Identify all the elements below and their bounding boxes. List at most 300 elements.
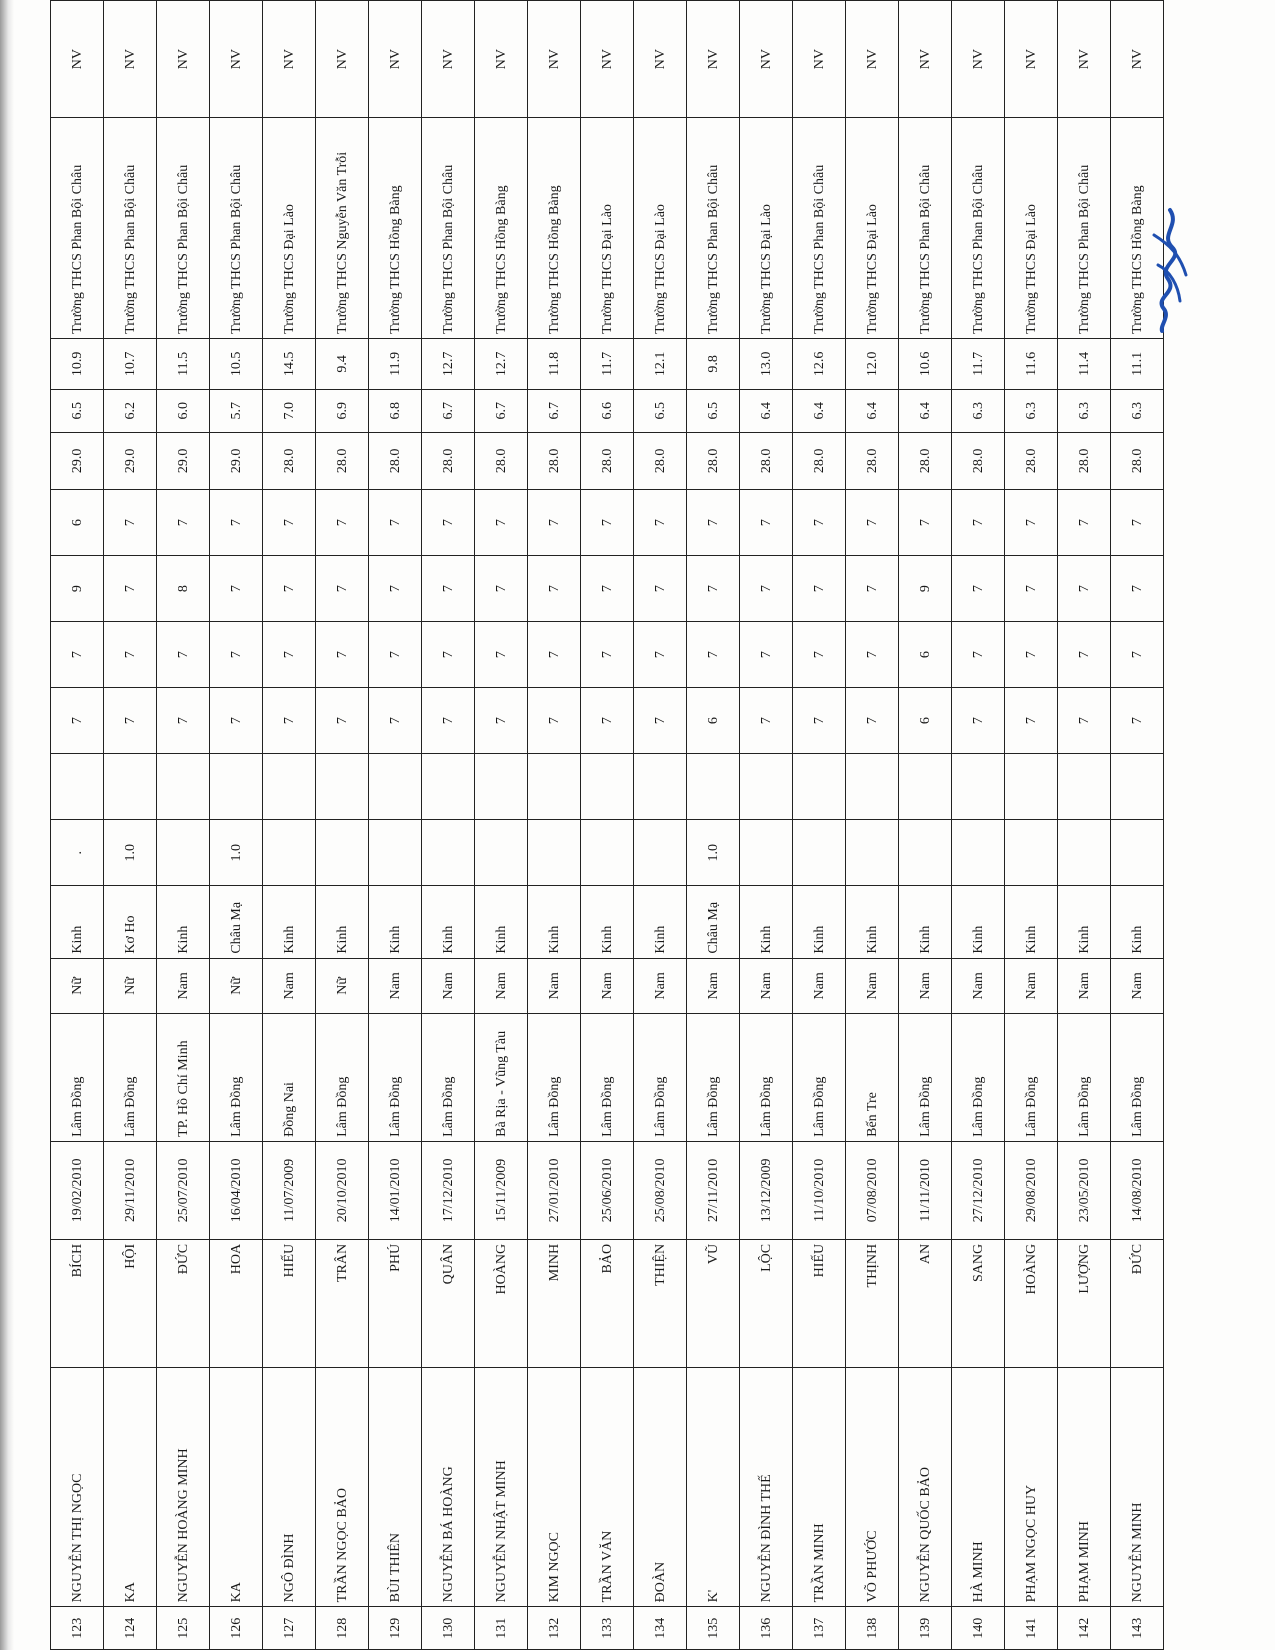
birth-place: Lâm Đồng: [687, 1014, 740, 1142]
birth-place: Lâm Đồng: [793, 1014, 846, 1142]
priority-points: [316, 820, 369, 886]
row-number: 123: [51, 1607, 104, 1650]
average-score: 6.3: [1111, 389, 1164, 432]
birth-date: 27/11/2010: [687, 1141, 740, 1239]
table-row: [263, 1, 316, 1650]
ethnicity: Kinh: [899, 886, 952, 958]
score-1: 7: [422, 688, 475, 754]
birth-place: Lâm Đồng: [528, 1014, 581, 1142]
birth-place: Lâm Đồng: [1058, 1014, 1111, 1142]
priority-points: [581, 820, 634, 886]
score-3: 7: [316, 556, 369, 622]
table-row: [793, 1, 846, 1650]
score-3: 7: [1111, 556, 1164, 622]
row-number: 133: [581, 1607, 634, 1650]
score-2: 7: [952, 622, 1005, 688]
extra-score: 11.8: [528, 338, 581, 389]
total-score: 29.0: [104, 432, 157, 490]
blank-cell: [51, 754, 104, 820]
priority-points: [475, 820, 528, 886]
score-2: 7: [263, 622, 316, 688]
average-score: 6.2: [104, 389, 157, 432]
total-score: 28.0: [846, 432, 899, 490]
student-given-name: ĐỨC: [157, 1239, 210, 1367]
row-number: 141: [1005, 1607, 1058, 1650]
preference: NV: [952, 1, 1005, 118]
average-score: 6.0: [157, 389, 210, 432]
student-surname: PHẠM MINH: [1058, 1367, 1111, 1607]
priority-points: [1005, 820, 1058, 886]
row-number: 140: [952, 1607, 1005, 1650]
birth-date: 25/08/2010: [634, 1141, 687, 1239]
score-1: 7: [475, 688, 528, 754]
school-name: Trường THCS Nguyễn Văn Trỗi: [316, 118, 369, 339]
ethnicity: Kinh: [157, 886, 210, 958]
student-surname: NGÔ ĐÌNH: [263, 1367, 316, 1607]
ethnicity: Kinh: [51, 886, 104, 958]
ethnicity: Kinh: [1111, 886, 1164, 958]
birth-place: Lâm Đồng: [369, 1014, 422, 1142]
ethnicity: Kinh: [528, 886, 581, 958]
score-3: 7: [528, 556, 581, 622]
extra-score: 12.1: [634, 338, 687, 389]
birth-date: 11/07/2009: [263, 1141, 316, 1239]
blank-cell: [316, 754, 369, 820]
score-4: 7: [634, 490, 687, 556]
score-2: 7: [687, 622, 740, 688]
score-2: 7: [1058, 622, 1111, 688]
student-given-name: BÍCH: [51, 1239, 104, 1367]
student-given-name: LƯỢNG: [1058, 1239, 1111, 1367]
table-row: [846, 1, 899, 1650]
score-1: 7: [793, 688, 846, 754]
blank-cell: [475, 754, 528, 820]
score-1: 7: [581, 688, 634, 754]
ethnicity: Kinh: [316, 886, 369, 958]
table-row: [369, 1, 422, 1650]
table-row: [422, 1, 475, 1650]
blank-cell: [634, 754, 687, 820]
score-4: 7: [316, 490, 369, 556]
blank-cell: [263, 754, 316, 820]
average-score: 6.3: [1005, 389, 1058, 432]
priority-points: [1111, 820, 1164, 886]
score-2: 6: [899, 622, 952, 688]
gender: Nữ: [51, 958, 104, 1013]
blank-cell: [899, 754, 952, 820]
score-1: 7: [157, 688, 210, 754]
birth-date: 29/08/2010: [1005, 1141, 1058, 1239]
score-4: 7: [581, 490, 634, 556]
score-4: 7: [740, 490, 793, 556]
extra-score: 11.7: [581, 338, 634, 389]
gender: Nam: [475, 958, 528, 1013]
score-4: 7: [1058, 490, 1111, 556]
gender: Nữ: [210, 958, 263, 1013]
gender: Nam: [528, 958, 581, 1013]
score-1: 7: [104, 688, 157, 754]
score-1: 7: [1111, 688, 1164, 754]
preference: NV: [528, 1, 581, 118]
ethnicity: Châu Mạ: [687, 886, 740, 958]
blank-cell: [369, 754, 422, 820]
preference: NV: [210, 1, 263, 118]
student-surname: NGUYỄN MINH: [1111, 1367, 1164, 1607]
ethnicity: Kinh: [422, 886, 475, 958]
birth-place: Lâm Đồng: [952, 1014, 1005, 1142]
score-1: 7: [846, 688, 899, 754]
average-score: 6.5: [634, 389, 687, 432]
preference: NV: [740, 1, 793, 118]
school-name: Trường THCS Phan Bội Châu: [687, 118, 740, 339]
blank-cell: [422, 754, 475, 820]
total-score: 28.0: [263, 432, 316, 490]
priority-points: [157, 820, 210, 886]
row-number: 124: [104, 1607, 157, 1650]
table-row: [687, 1, 740, 1650]
student-roster-table: [50, 0, 1164, 1650]
average-score: 6.4: [899, 389, 952, 432]
preference: NV: [475, 1, 528, 118]
birth-place: Lâm Đồng: [740, 1014, 793, 1142]
total-score: 28.0: [740, 432, 793, 490]
total-score: 28.0: [952, 432, 1005, 490]
preference: NV: [1058, 1, 1111, 118]
score-2: 7: [475, 622, 528, 688]
priority-points: [740, 820, 793, 886]
extra-score: 11.9: [369, 338, 422, 389]
birth-date: 27/01/2010: [528, 1141, 581, 1239]
extra-score: 11.7: [952, 338, 1005, 389]
priority-points: .: [51, 820, 104, 886]
average-score: 6.5: [687, 389, 740, 432]
table-row: [740, 1, 793, 1650]
ethnicity: Kinh: [952, 886, 1005, 958]
score-3: 7: [793, 556, 846, 622]
student-surname: ĐOÀN: [634, 1367, 687, 1607]
birth-date: 23/05/2010: [1058, 1141, 1111, 1239]
birth-date: 16/04/2010: [210, 1141, 263, 1239]
row-number: 134: [634, 1607, 687, 1650]
student-given-name: ĐỨC: [1111, 1239, 1164, 1367]
birth-place: Lâm Đồng: [51, 1014, 104, 1142]
score-4: 7: [793, 490, 846, 556]
blank-cell: [157, 754, 210, 820]
preference: NV: [581, 1, 634, 118]
ethnicity: Châu Mạ: [210, 886, 263, 958]
student-surname: K': [687, 1367, 740, 1607]
birth-place: Bến Tre: [846, 1014, 899, 1142]
school-name: Trường THCS Phan Bội Châu: [157, 118, 210, 339]
birth-place: Lâm Đồng: [1111, 1014, 1164, 1142]
student-surname: NGUYỄN THỊ NGỌC: [51, 1367, 104, 1607]
school-name: Trường THCS Phan Bội Châu: [793, 118, 846, 339]
score-4: 7: [528, 490, 581, 556]
score-1: 7: [210, 688, 263, 754]
priority-points: 1.0: [104, 820, 157, 886]
rotated-table-wrapper: [50, 0, 1178, 1650]
total-score: 28.0: [316, 432, 369, 490]
average-score: 5.7: [210, 389, 263, 432]
school-name: Trường THCS Hồng Bàng: [475, 118, 528, 339]
score-4: 7: [369, 490, 422, 556]
student-given-name: LỘC: [740, 1239, 793, 1367]
score-1: 7: [316, 688, 369, 754]
extra-score: 12.7: [422, 338, 475, 389]
score-3: 7: [475, 556, 528, 622]
extra-score: 9.8: [687, 338, 740, 389]
average-score: 6.3: [1058, 389, 1111, 432]
total-score: 28.0: [899, 432, 952, 490]
school-name: Trường THCS Phan Bội Châu: [422, 118, 475, 339]
average-score: 6.7: [528, 389, 581, 432]
ethnicity: Kinh: [1058, 886, 1111, 958]
ethnicity: Kinh: [263, 886, 316, 958]
table-row: [316, 1, 369, 1650]
gender: Nữ: [104, 958, 157, 1013]
total-score: 28.0: [687, 432, 740, 490]
student-given-name: HIẾU: [263, 1239, 316, 1367]
total-score: 29.0: [210, 432, 263, 490]
score-2: 7: [740, 622, 793, 688]
birth-date: 07/08/2010: [846, 1141, 899, 1239]
total-score: 28.0: [1111, 432, 1164, 490]
score-3: 9: [51, 556, 104, 622]
ethnicity: Kinh: [475, 886, 528, 958]
row-number: 127: [263, 1607, 316, 1650]
score-1: 6: [687, 688, 740, 754]
gender: Nam: [634, 958, 687, 1013]
school-name: Trường THCS Phan Bội Châu: [1058, 118, 1111, 339]
score-4: 6: [51, 490, 104, 556]
score-4: 7: [952, 490, 1005, 556]
row-number: 135: [687, 1607, 740, 1650]
total-score: 28.0: [1005, 432, 1058, 490]
gender: Nam: [899, 958, 952, 1013]
score-4: 7: [475, 490, 528, 556]
priority-points: [899, 820, 952, 886]
score-2: 7: [1111, 622, 1164, 688]
school-name: Trường THCS Hồng Bàng: [528, 118, 581, 339]
priority-points: [793, 820, 846, 886]
priority-points: 1.0: [210, 820, 263, 886]
blank-cell: [1005, 754, 1058, 820]
row-number: 130: [422, 1607, 475, 1650]
score-3: 7: [846, 556, 899, 622]
priority-points: 1.0: [687, 820, 740, 886]
preference: NV: [369, 1, 422, 118]
table-row: [528, 1, 581, 1650]
score-3: 9: [899, 556, 952, 622]
blank-cell: [740, 754, 793, 820]
score-3: 7: [263, 556, 316, 622]
ethnicity: Kinh: [1005, 886, 1058, 958]
student-given-name: HOÀNG: [475, 1239, 528, 1367]
ethnicity: Kinh: [369, 886, 422, 958]
average-score: 6.5: [51, 389, 104, 432]
score-2: 7: [369, 622, 422, 688]
student-surname: BÙI THIÊN: [369, 1367, 422, 1607]
score-4: 7: [899, 490, 952, 556]
average-score: 6.4: [846, 389, 899, 432]
school-name: Trường THCS Đại Lào: [740, 118, 793, 339]
preference: NV: [422, 1, 475, 118]
priority-points: [634, 820, 687, 886]
score-2: 7: [157, 622, 210, 688]
blank-cell: [846, 754, 899, 820]
score-1: 7: [740, 688, 793, 754]
total-score: 28.0: [528, 432, 581, 490]
school-name: Trường THCS Phan Bội Châu: [210, 118, 263, 339]
blank-cell: [528, 754, 581, 820]
birth-date: 15/11/2009: [475, 1141, 528, 1239]
score-4: 7: [422, 490, 475, 556]
blank-cell: [1058, 754, 1111, 820]
blank-cell: [952, 754, 1005, 820]
school-name: Trường THCS Đại Lào: [846, 118, 899, 339]
score-4: 7: [157, 490, 210, 556]
table-row: [1058, 1, 1111, 1650]
ethnicity: Kinh: [581, 886, 634, 958]
gender: Nam: [740, 958, 793, 1013]
gender: Nam: [422, 958, 475, 1013]
preference: NV: [687, 1, 740, 118]
birth-date: 19/02/2010: [51, 1141, 104, 1239]
score-1: 7: [1058, 688, 1111, 754]
student-surname: NGUYỄN QUỐC BẢO: [899, 1367, 952, 1607]
score-3: 7: [634, 556, 687, 622]
score-2: 7: [846, 622, 899, 688]
row-number: 143: [1111, 1607, 1164, 1650]
student-given-name: HỘI: [104, 1239, 157, 1367]
birth-place: Lâm Đồng: [634, 1014, 687, 1142]
student-given-name: THIỆN: [634, 1239, 687, 1367]
gender: Nam: [1111, 958, 1164, 1013]
student-given-name: QUÂN: [422, 1239, 475, 1367]
blank-cell: [793, 754, 846, 820]
gender: Nam: [952, 958, 1005, 1013]
extra-score: 14.5: [263, 338, 316, 389]
birth-place: Lâm Đồng: [899, 1014, 952, 1142]
blank-cell: [210, 754, 263, 820]
student-given-name: PHÚ: [369, 1239, 422, 1367]
ethnicity: Kinh: [793, 886, 846, 958]
school-name: Trường THCS Phan Bội Châu: [104, 118, 157, 339]
score-4: 7: [263, 490, 316, 556]
preference: NV: [316, 1, 369, 118]
student-surname: NGUYỄN HOÀNG MINH: [157, 1367, 210, 1607]
extra-score: 11.4: [1058, 338, 1111, 389]
gender: Nam: [793, 958, 846, 1013]
average-score: 6.7: [422, 389, 475, 432]
preference: NV: [1005, 1, 1058, 118]
score-3: 7: [369, 556, 422, 622]
gender: Nam: [157, 958, 210, 1013]
row-number: 125: [157, 1607, 210, 1650]
birth-place: TP. Hồ Chí Minh: [157, 1014, 210, 1142]
score-3: 7: [740, 556, 793, 622]
score-4: 7: [846, 490, 899, 556]
gender: Nam: [263, 958, 316, 1013]
student-surname: TRẦN MINH: [793, 1367, 846, 1607]
score-2: 7: [316, 622, 369, 688]
school-name: Trường THCS Hồng Bàng: [369, 118, 422, 339]
table-row: [210, 1, 263, 1650]
total-score: 28.0: [634, 432, 687, 490]
preference: NV: [104, 1, 157, 118]
score-2: 7: [581, 622, 634, 688]
student-surname: TRẦN VĂN: [581, 1367, 634, 1607]
extra-score: 11.6: [1005, 338, 1058, 389]
birth-place: Bà Rịa - Vũng Tàu: [475, 1014, 528, 1142]
score-2: 7: [634, 622, 687, 688]
preference: NV: [51, 1, 104, 118]
extra-score: 11.5: [157, 338, 210, 389]
total-score: 29.0: [51, 432, 104, 490]
gender: Nam: [846, 958, 899, 1013]
birth-date: 14/08/2010: [1111, 1141, 1164, 1239]
score-3: 7: [687, 556, 740, 622]
priority-points: [263, 820, 316, 886]
extra-score: 11.1: [1111, 338, 1164, 389]
birth-date: 13/12/2009: [740, 1141, 793, 1239]
score-1: 7: [1005, 688, 1058, 754]
school-name: Trường THCS Hồng Bàng: [1111, 118, 1164, 339]
student-given-name: THỊNH: [846, 1239, 899, 1367]
gender: Nam: [687, 958, 740, 1013]
student-surname: NGUYỄN ĐÌNH THẾ: [740, 1367, 793, 1607]
score-2: 7: [104, 622, 157, 688]
student-given-name: HIẾU: [793, 1239, 846, 1367]
preference: NV: [846, 1, 899, 118]
score-1: 7: [263, 688, 316, 754]
row-number: 129: [369, 1607, 422, 1650]
row-number: 139: [899, 1607, 952, 1650]
row-number: 128: [316, 1607, 369, 1650]
priority-points: [846, 820, 899, 886]
student-given-name: BẢO: [581, 1239, 634, 1367]
student-surname: PHẠM NGỌC HUY: [1005, 1367, 1058, 1607]
signature-mark: [1140, 205, 1200, 335]
score-2: 7: [528, 622, 581, 688]
student-surname: KIM NGỌC: [528, 1367, 581, 1607]
student-given-name: HOA: [210, 1239, 263, 1367]
preference: NV: [793, 1, 846, 118]
student-given-name: HOÀNG: [1005, 1239, 1058, 1367]
birth-date: 14/01/2010: [369, 1141, 422, 1239]
ethnicity: Kinh: [740, 886, 793, 958]
student-given-name: SANG: [952, 1239, 1005, 1367]
preference: NV: [157, 1, 210, 118]
birth-place: Lâm Đồng: [210, 1014, 263, 1142]
score-3: 7: [104, 556, 157, 622]
student-given-name: TRÂN: [316, 1239, 369, 1367]
priority-points: [952, 820, 1005, 886]
scan-edge-shadow: [0, 0, 14, 1650]
student-given-name: AN: [899, 1239, 952, 1367]
birth-date: 29/11/2010: [104, 1141, 157, 1239]
school-name: Trường THCS Đại Lào: [263, 118, 316, 339]
school-name: Trường THCS Phan Bội Châu: [51, 118, 104, 339]
birth-date: 17/12/2010: [422, 1141, 475, 1239]
birth-date: 11/10/2010: [793, 1141, 846, 1239]
student-surname: NGUYỄN NHẬT MINH: [475, 1367, 528, 1607]
average-score: 6.4: [740, 389, 793, 432]
score-2: 7: [51, 622, 104, 688]
birth-place: Lâm Đồng: [104, 1014, 157, 1142]
score-1: 7: [952, 688, 1005, 754]
student-surname: KA: [104, 1367, 157, 1607]
